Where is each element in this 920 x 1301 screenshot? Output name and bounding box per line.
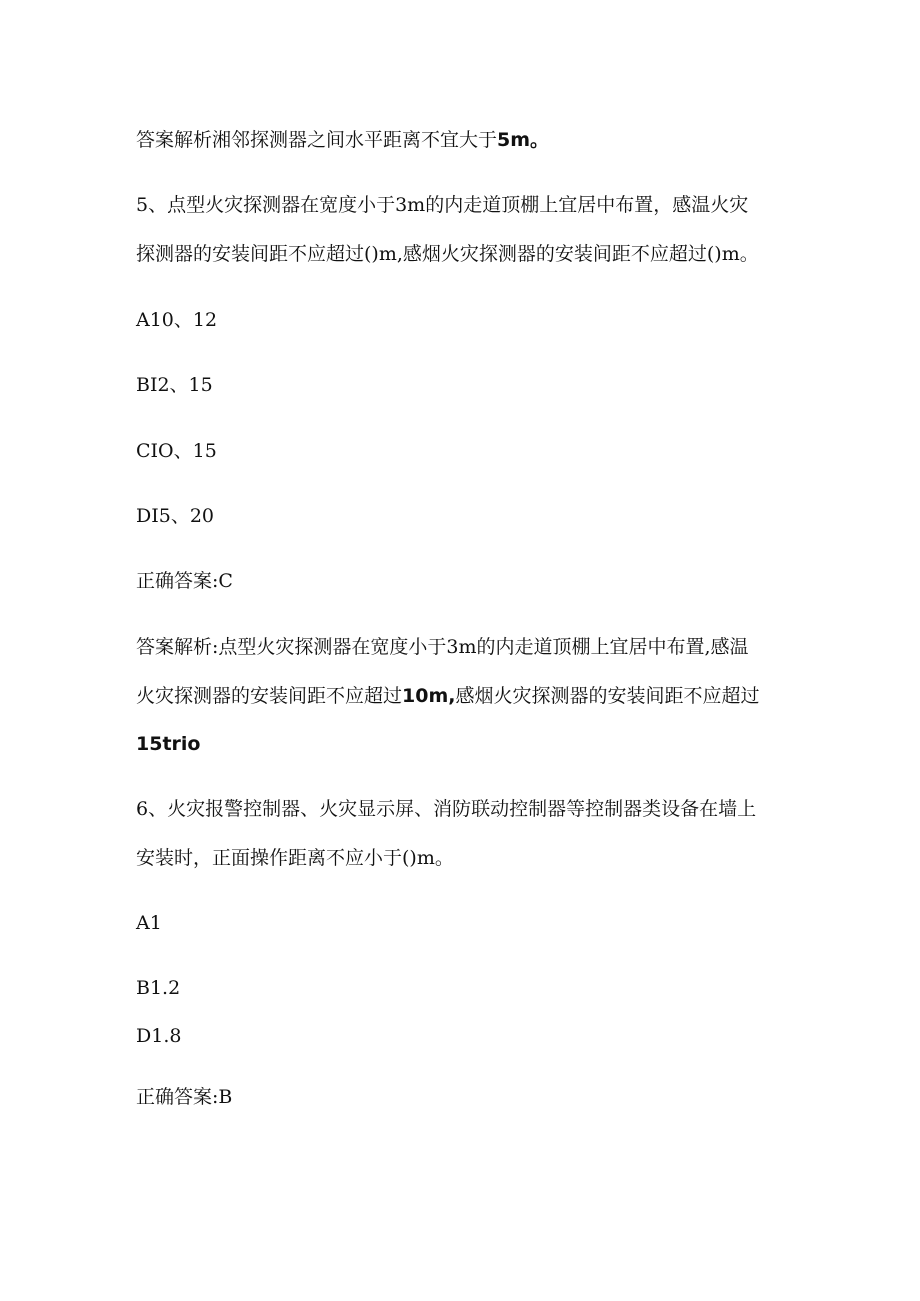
prev-answer-analysis xyxy=(136,128,549,152)
q6-stem-line-2: 安装时，正面操作距离不应小于()m。 xyxy=(136,847,454,869)
q6-option-b: B1.2 xyxy=(136,977,181,999)
q6-option-a: A1 xyxy=(136,912,162,934)
q5-analysis-line-2 xyxy=(136,684,760,708)
q5-stem-line-1: 5、点型火灾探测器在宽度小于3m的内走道顶棚上宜居中布置，感温火灾 xyxy=(136,194,749,216)
q6-option-d: D1.8 xyxy=(136,1025,182,1047)
q6-stem-line-1: 6、火灾报警控制器、火灾显示屏、消防联动控制器等控制器类设备在墙上 xyxy=(136,798,757,820)
q5-analysis-line-2-suffix: 感烟火灾探测器的安装间距不应超过 xyxy=(455,685,760,707)
q5-option-d: DI5、20 xyxy=(136,505,215,527)
prev-analysis-text: 答案解析湘邻探测器之间水平距离不宜大于 xyxy=(136,129,498,151)
q5-option-b: BI2、15 xyxy=(136,374,213,396)
q5-analysis-line-2-prefix: 火灾探测器的安装间距不应超过 xyxy=(136,685,403,707)
q6-correct-answer: 正确答案:B xyxy=(136,1086,233,1108)
q5-analysis-line-1: 答案解析:点型火灾探测器在宽度小于3m的内走道顶棚上宜居中布置,感温 xyxy=(136,636,749,658)
q5-option-c: CIO、15 xyxy=(136,440,217,462)
q5-option-a: A10、12 xyxy=(136,309,218,331)
q5-correct-answer: 正确答案:C xyxy=(136,570,233,592)
q5-analysis-line-3: 15trio xyxy=(136,733,201,755)
q5-stem-line-2: 探测器的安装间距不应超过()m,感烟火灾探测器的安装间距不应超过()m。 xyxy=(136,243,759,265)
q5-analysis-line-2-value: 10m, xyxy=(402,685,456,707)
prev-analysis-value: 5m。 xyxy=(497,129,550,151)
